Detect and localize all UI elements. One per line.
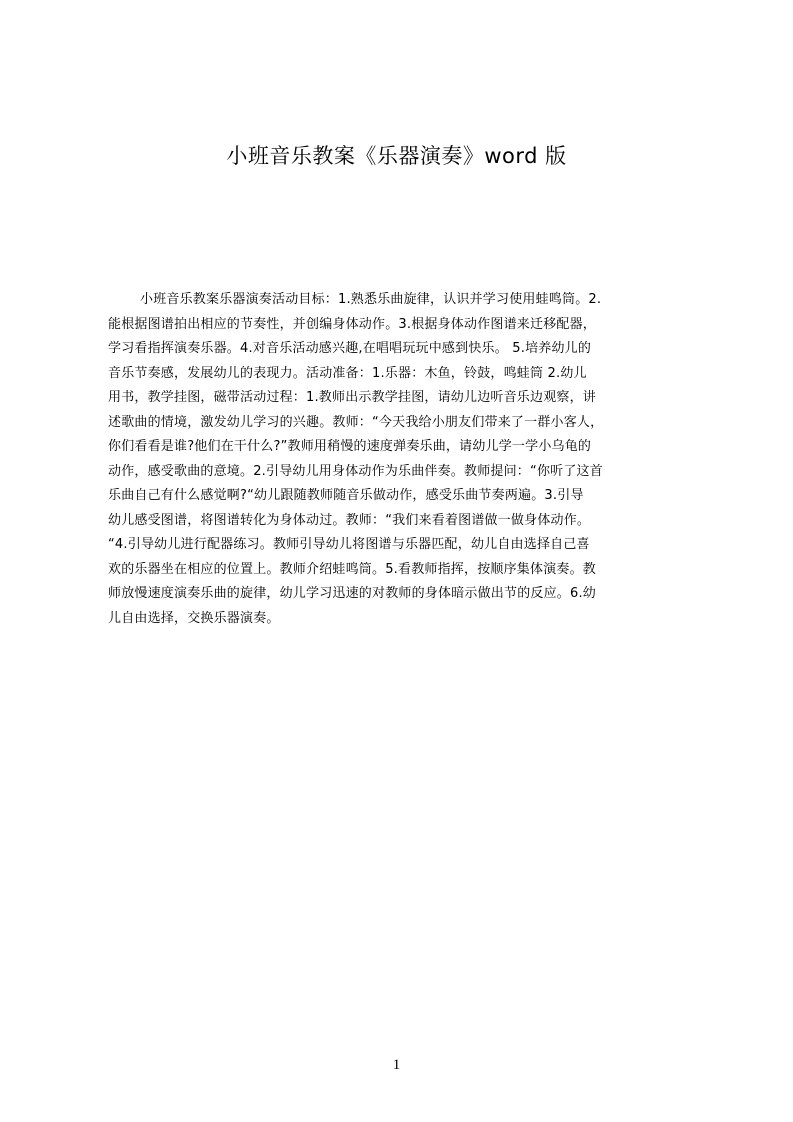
body-line: 学习看指挥演奏乐器。4.对音乐活动感兴趣,在唱唱玩玩中感到快乐。 5.培养幼儿的 (108, 341, 592, 356)
document-title: 小班音乐教案《乐器演奏》word 版 (226, 144, 567, 168)
body-line: 师放慢速度演奏乐曲的旋律，幼儿学习迅速的对教师的身体暗示做出节的反应。6.幼 (108, 586, 597, 601)
body-line: 欢的乐器坐在相应的位置上。教师介绍蛙鸣筒。5.看教师指挥，按顺序集体演奏。教 (108, 561, 597, 577)
body-line: 动作，感受歌曲的意境。2.引导幼儿用身体动作为乐曲伴奏。教师提问：“你听了这首 (108, 463, 603, 479)
body-line: 幼儿感受图谱，将图谱转化为身体动过。教师：“我们来看着图谱做一做身体动作。 (108, 512, 591, 528)
body-line: 小班音乐教案乐器演奏活动目标：1.熟悉乐曲旋律，认识并学习使用蛙鸣筒。2. (140, 292, 602, 307)
document-body (108, 288, 697, 668)
body-line: 用书，教学挂图，磁带活动过程：1.教师出示教学挂图，请幼儿边听音乐边观察，讲 (108, 390, 597, 405)
page-number: 1 (392, 1057, 401, 1073)
body-line: 音乐节奏感，发展幼儿的表现力。活动准备：1.乐器：木鱼，铃鼓，鸣蛙筒 2.幼儿 (108, 365, 587, 381)
body-line: 儿自由选择，交换乐器演奏。 (108, 610, 280, 626)
body-line: 乐曲自己有什么感觉啊?“幼儿跟随教师随音乐做动作，感受乐曲节奏两遍。3.引导 (108, 488, 584, 503)
body-line: 述歌曲的情境，激发幼儿学习的兴趣。教师：“今天我给小朋友们带来了一群小客人， (108, 414, 604, 430)
body-line: 能根据图谱拍出相应的节奏性，并创编身体动作。3.根据身体动作图谱来迁移配器， (108, 316, 597, 332)
body-line: “4.引导幼儿进行配器练习。教师引导幼儿将图谱与乐器匹配，幼儿自由选择自己喜 (108, 537, 590, 552)
body-line: 你们看看是谁?他们在干什么?”教师用稍慢的速度弹奏乐曲，请幼儿学一学小乌龟的 (108, 439, 592, 454)
